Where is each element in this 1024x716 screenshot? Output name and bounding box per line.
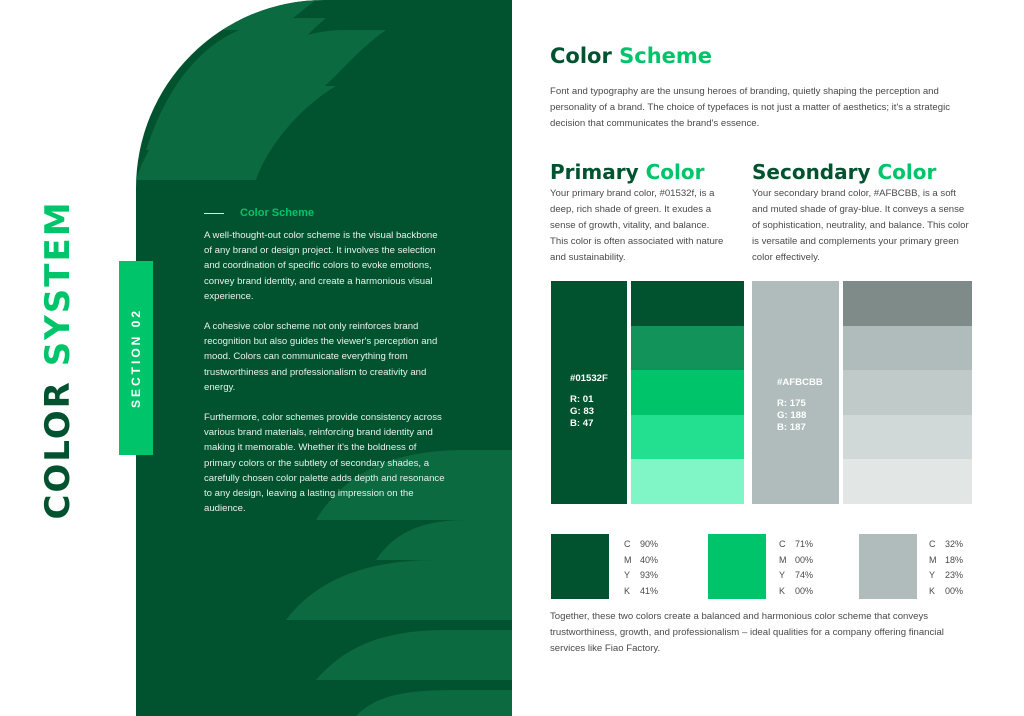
- cmyk-label-m: M: [779, 554, 787, 565]
- panel-heading-title: Color Scheme: [240, 207, 314, 219]
- page-title-part1: Color: [550, 44, 612, 68]
- panel-body: [204, 228, 446, 531]
- secondary-title-part2: Color: [877, 160, 937, 184]
- secondary-shade-2: [843, 326, 972, 371]
- heading-rule: [204, 213, 224, 214]
- cmyk-values-secondary: [929, 537, 963, 599]
- primary-b: B: 47: [570, 418, 594, 429]
- primary-title-part1: Primary: [550, 160, 639, 184]
- primary-shade-4: [631, 415, 744, 460]
- dark-panel: [136, 0, 512, 716]
- side-title-part1: COLOR: [38, 380, 78, 520]
- secondary-title-part1: Secondary: [752, 160, 871, 184]
- cmyk-y: 23%: [945, 570, 964, 580]
- primary-r: R: 01: [570, 394, 594, 405]
- cmyk-k: 00%: [795, 585, 814, 596]
- cmyk-m: 18%: [945, 554, 964, 565]
- cmyk-label-c: C: [779, 539, 786, 549]
- cmyk-label-y: Y: [624, 570, 631, 580]
- primary-title-part2: Color: [645, 160, 705, 184]
- page-title-part2: Scheme: [619, 44, 713, 68]
- cmyk-k: 00%: [945, 585, 964, 596]
- primary-shade-1: [631, 281, 744, 326]
- panel-paragraph-3: Furthermore, color schemes provide consistency across various brand materials, reinforcing brand identity and making it memorable. Whether it's the boldness of primary colors or the subtlety of secondary shades, a carefully chosen color palette adds depth and resonance to any design, leaving a lasting impression on the audience.: [204, 412, 445, 515]
- primary-shade-3: [631, 370, 744, 415]
- panel-paragraph-2: A cohesive color scheme not only reinforces brand recognition but also guides the viewer's perception and mood. Colors can communicate everything from trustworthiness and professionalism to creativity and energy.: [204, 321, 438, 393]
- cmyk-m: 00%: [795, 554, 814, 565]
- secondary-title: [752, 160, 936, 184]
- primary-g: G: 83: [570, 406, 594, 417]
- secondary-shades: [843, 281, 972, 504]
- side-title: [38, 200, 78, 519]
- cmyk-y: 93%: [640, 570, 659, 580]
- cmyk-swatch-secondary: [859, 534, 917, 599]
- secondary-description: Your secondary brand color, #AFBCBB, is a soft and muted shade of gray-blue. It conveys a sense of sophistication, neutrality, and balance. This color is versatile and complements your primary green color effectively.: [752, 188, 969, 263]
- secondary-shade-1: [843, 281, 972, 326]
- secondary-b: B: 187: [777, 422, 806, 433]
- secondary-g: G: 188: [777, 410, 807, 421]
- page-title: [550, 44, 712, 68]
- secondary-shade-5: [843, 459, 972, 504]
- cmyk-swatch-primary: [551, 534, 609, 599]
- primary-shades: [631, 281, 744, 504]
- secondary-r: R: 175: [777, 398, 806, 409]
- primary-title: [550, 160, 704, 184]
- primary-hex: #01532F: [570, 373, 608, 384]
- panel-heading: [204, 207, 314, 219]
- cmyk-label-m: M: [929, 554, 937, 565]
- section-tab-label: SECTION 02: [129, 307, 143, 409]
- cmyk-y: 74%: [795, 570, 814, 580]
- outro-text: Together, these two colors create a balanced and harmonious color scheme that conveys trustworthiness, growth, and professionalism – ideal qualities for a company offering financial services like Fiao Factory.: [550, 611, 944, 654]
- cmyk-label-k: K: [624, 585, 631, 596]
- side-title-part2: SYSTEM: [38, 200, 78, 367]
- secondary-rgb: [777, 398, 806, 434]
- cmyk-m: 40%: [640, 554, 659, 565]
- secondary-shade-3: [843, 370, 972, 415]
- primary-shade-2: [631, 326, 744, 371]
- cmyk-label-m: M: [624, 554, 632, 565]
- secondary-shade-4: [843, 415, 972, 460]
- cmyk-label-c: C: [929, 539, 936, 549]
- cmyk-values-accent: [779, 537, 813, 599]
- panel-paragraph-1: A well-thought-out color scheme is the visual backbone of any brand or design project. It involves the selection and coordination of specific colors to evoke emotions, convey brand identity, and create a harmonious visual experience.: [204, 230, 438, 302]
- cmyk-c: 90%: [640, 539, 659, 549]
- section-tab: [119, 261, 153, 455]
- cmyk-k: 41%: [640, 585, 659, 596]
- cmyk-swatch-accent: [708, 534, 766, 599]
- primary-rgb: [570, 394, 594, 430]
- cmyk-label-y: Y: [779, 570, 786, 580]
- cmyk-label-c: C: [624, 539, 631, 549]
- cmyk-c: 71%: [795, 539, 814, 549]
- primary-shade-5: [631, 459, 744, 504]
- cmyk-values-primary: [624, 537, 658, 599]
- intro-text: Font and typography are the unsung heroes of branding, quietly shaping the perception and personality of a brand. The choice of typefaces is not just a matter of aesthetics; it's a strategic decision that communicates the brand's essence.: [550, 86, 951, 129]
- cmyk-label-k: K: [779, 585, 786, 596]
- primary-swatch: [551, 281, 627, 504]
- secondary-swatch: [752, 281, 839, 504]
- secondary-hex: #AFBCBB: [777, 377, 823, 388]
- cmyk-label-y: Y: [929, 570, 936, 580]
- primary-description: Your primary brand color, #01532f, is a deep, rich shade of green. It exudes a sense of growth, vitality, and balance. This color is often associated with nature and sustainability.: [550, 188, 724, 263]
- cmyk-label-k: K: [929, 585, 936, 596]
- cmyk-c: 32%: [945, 539, 964, 549]
